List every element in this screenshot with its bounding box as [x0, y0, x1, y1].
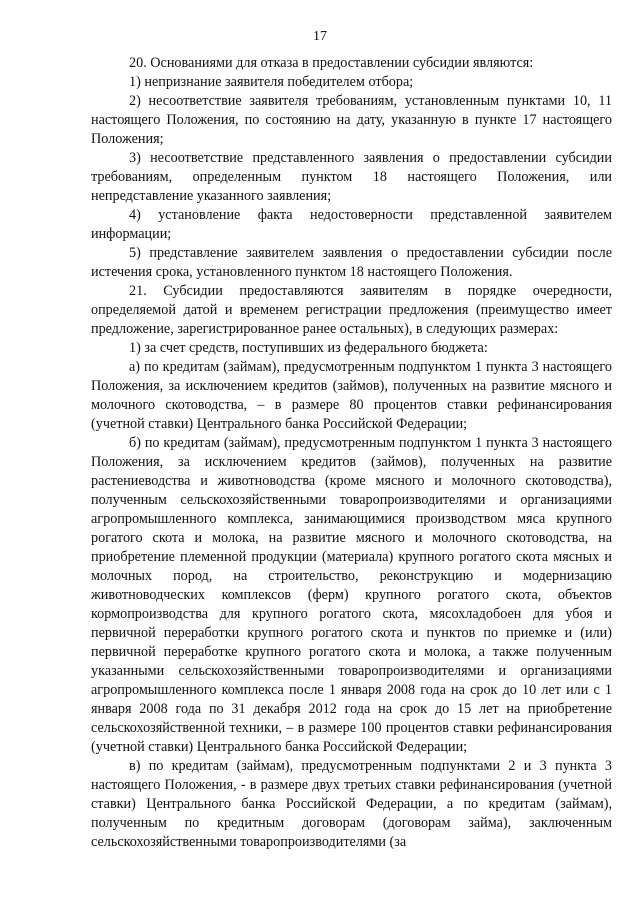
paragraph-21-item-1: 1) за счет средств, поступивших из федерального бюджета: [129, 340, 488, 356]
paragraph-20-item-5: 5) представление заявителем заявления о предоставлении субсидии после истечения срока, установленного пунктом 18 настоящего Положения. [91, 245, 612, 280]
paragraph-21-intro: 21. Субсидии предоставляются заявителям в порядке очередности, определяемой датой и временем регистрации предложения (преимущество имеет предложение, зарегистрированное ранее остальных), в следующих размерах: [91, 283, 612, 337]
paragraph-21-subitem-a: а) по кредитам (займам), предусмотренным подпунктом 1 пункта 3 настоящего Положения, за исключением кредитов (займов), полученных на развитие мясного и молочного скотоводства, – в размере 80 процентов ставки рефинансирования (учетной ставки) Центрального банка Российской Федерации; [91, 359, 612, 432]
paragraph-20-item-2: 2) несоответствие заявителя требованиям, установленным пунктами 10, 11 настоящего Положения, по состоянию на дату, указанную в пункте 17 настоящего Положения; [91, 93, 612, 147]
paragraph-21-subitem-v: в) по кредитам (займам), предусмотренным подпунктами 2 и 3 пункта 3 настоящего Положения, - в размере двух третьих ставки рефинансирования (учетной ставки) Центрального банка Российской Федерации, а по кредитам (займам), полученным по кредитным договорам (договорам займа), заключенным сельскохозяйственными товаропроизводителями (за [91, 758, 612, 850]
paragraph-20-intro: 20. Основаниями для отказа в предоставлении субсидии являются: [129, 55, 534, 71]
page-number: 17 [313, 29, 327, 44]
paragraph-20-item-1: 1) непризнание заявителя победителем отбора; [129, 74, 414, 90]
paragraph-20-item-3: 3) несоответствие представленного заявления о предоставлении субсидии требованиям, определенным пунктом 18 настоящего Положения, или непредставление указанного заявления; [91, 150, 612, 204]
paragraph-21-subitem-b: б) по кредитам (займам), предусмотренным подпунктом 1 пункта 3 настоящего Положения, за исключением кредитов (займов), полученных на развитие растениеводства и животноводства (кроме мясного и молочного скотоводства), полученным сельскохозяйственными товаропроизводителями и организациями агропромышленного комплекса, занимающимися производством мяса крупного рогатого скота и молока, на развитие мясного и молочного скотоводства, на приобретение племенной продукции (материала) крупного рогатого скота мясных и молочных пород, на строительство, реконструкцию и модернизацию животноводческих комплексов (ферм) крупного рогатого скота, объектов кормопроизводства для крупного рогатого скота, мясохладобоен для убоя и первичной переработки крупного рогатого скота и пунктов по приемке и (или) первичной переработке крупного рогатого скота и молока, а также полученным указанными сельскохозяйственными товаропроизводителями и организациями агропромышленного комплекса после 1 января 2008 года на срок до 10 лет или с 1 января 2008 года по 31 декабря 2012 года на срок до 15 лет на приобретение сельскохозяйственной техники, – в размере 100 процентов ставки рефинансирования (учетной ставки) Центрального банка Российской Федерации; [91, 435, 612, 755]
document-body [91, 54, 612, 852]
paragraph-20-item-4: 4) установление факта недостоверности представленной заявителем информации; [91, 207, 612, 242]
